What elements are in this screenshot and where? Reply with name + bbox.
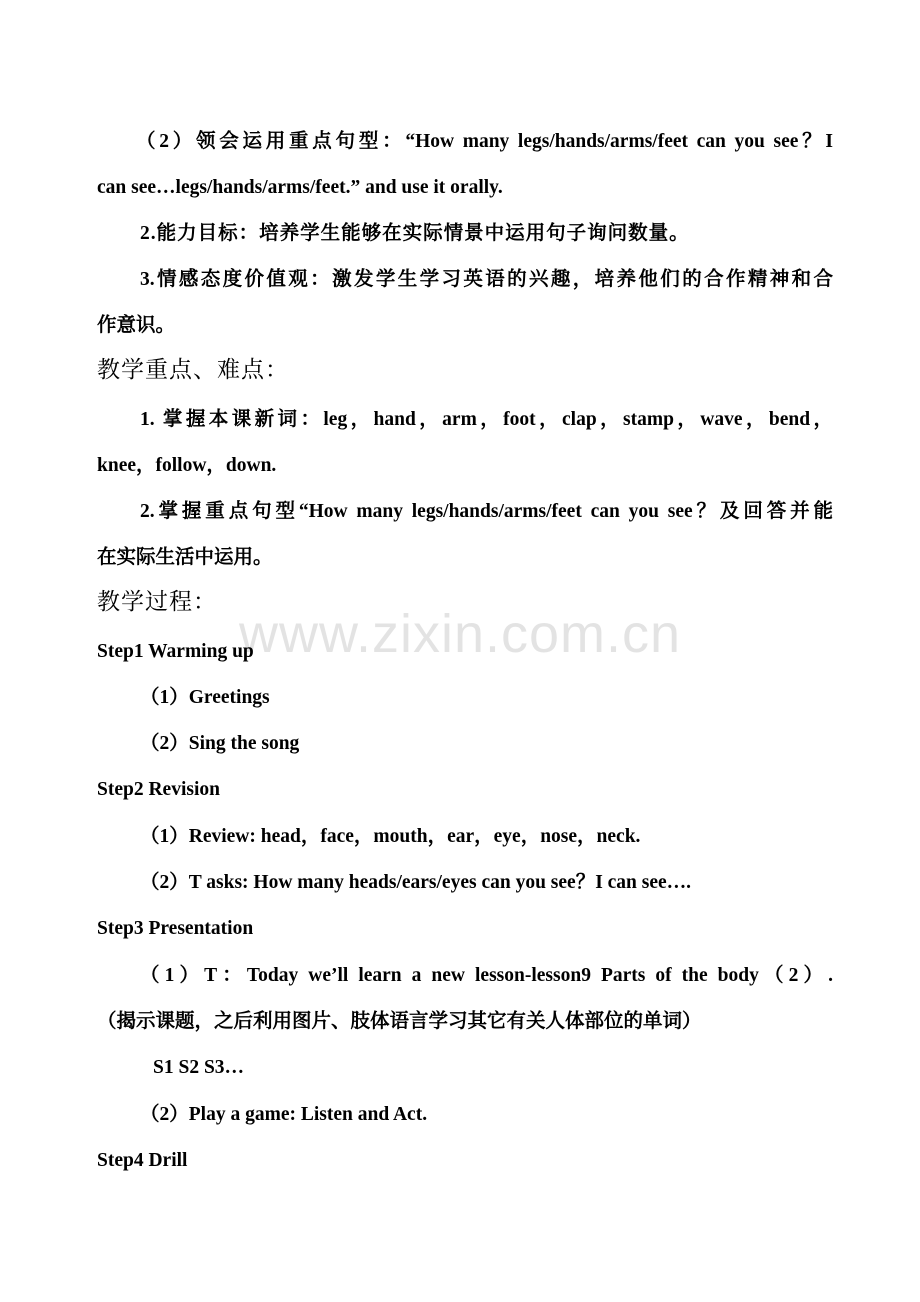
watermark: www.zixin.com.cn bbox=[238, 604, 682, 664]
step1-item-song: （2）Sing the song bbox=[140, 733, 300, 754]
emotion-goal-line1: 3.情感态度价值观：激发学生学习英语的兴趣，培养他们的合作精神和合 bbox=[140, 269, 833, 290]
key-point-2-line1: 2.掌握重点句型“How many legs/hands/arms/feet can you see？及回答并能 bbox=[140, 501, 833, 522]
step4-title: Step4 Drill bbox=[97, 1150, 188, 1171]
key-point-1-line2: knee，follow，down. bbox=[97, 455, 277, 476]
step1-title: Step1 Warming up bbox=[97, 641, 254, 662]
step3-title: Step3 Presentation bbox=[97, 918, 254, 939]
objective-2-line1: （2）领会运用重点句型：“How many legs/hands/arms/feet can you see？I bbox=[136, 131, 833, 152]
key-point-2-line2: 在实际生活中运用。 bbox=[97, 547, 273, 568]
step3-item-game: （2）Play a game: Listen and Act. bbox=[140, 1104, 428, 1125]
process-heading: 教学过程： bbox=[97, 589, 217, 614]
ability-goal: 2.能力目标：培养学生能够在实际情景中运用句子询问数量。 bbox=[140, 223, 690, 244]
key-point-1-line1: 1. 掌握本课新词：leg，hand，arm，foot，clap，stamp，wave，bend， bbox=[140, 409, 833, 430]
step2-item-teacher-asks: （2）T asks: How many heads/ears/eyes can you see？I can see…. bbox=[140, 872, 692, 893]
step2-item-review: （1）Review: head，face，mouth，ear，eye，nose，neck. bbox=[140, 826, 641, 847]
key-points-heading: 教学重点、难点： bbox=[97, 357, 289, 382]
step3-item1-line1: （1）T：Today we’ll learn a new lesson-lesson9 Parts of the body（2）. bbox=[140, 965, 833, 986]
objective-2-line2: can see…legs/hands/arms/feet.” and use it orally. bbox=[97, 177, 503, 198]
emotion-goal-line2: 作意识。 bbox=[97, 315, 176, 336]
step3-item1-line2: （揭示课题，之后利用图片、肢体语言学习其它有关人体部位的单词） bbox=[97, 1011, 702, 1032]
step2-title: Step2 Revision bbox=[97, 779, 220, 800]
step3-students: S1 S2 S3… bbox=[153, 1057, 245, 1078]
step1-item-greetings: （1）Greetings bbox=[140, 687, 270, 708]
